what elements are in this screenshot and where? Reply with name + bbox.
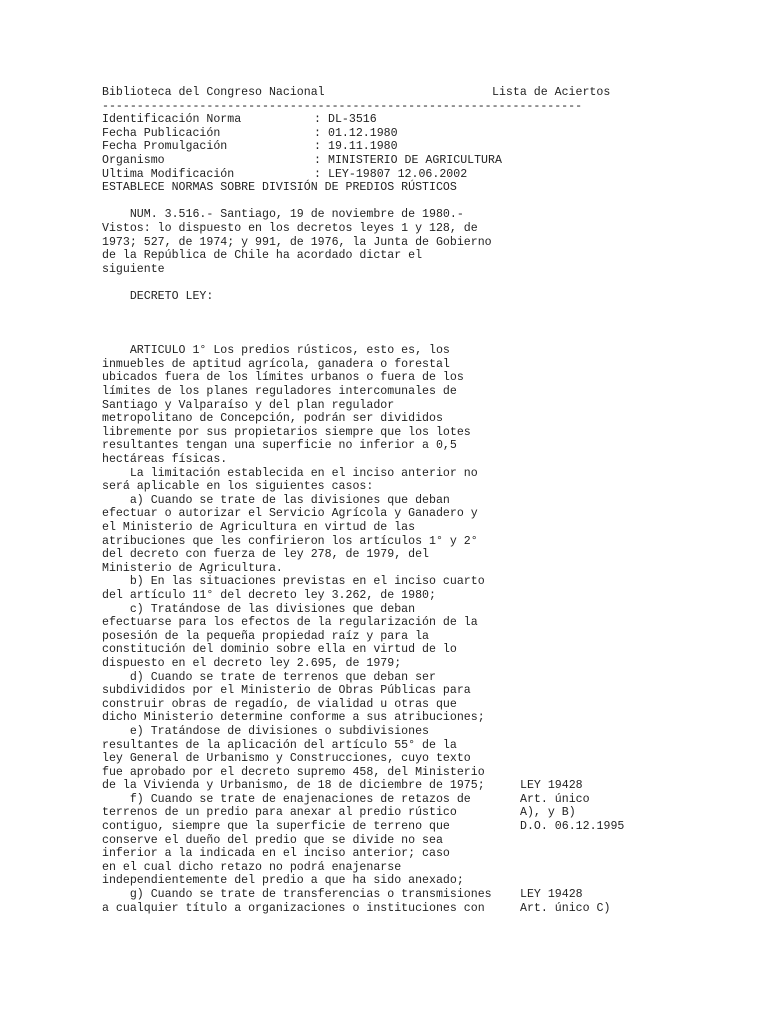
article-line [102,358,742,372]
metadata-row [102,168,742,182]
metadata-separator: : [314,126,321,140]
article-line [102,752,742,766]
margin-note: D.O. 06.12.1995 [520,820,625,834]
article-line [102,820,742,834]
article-line-text: a cualquier título a organizaciones o instituciones con [102,901,485,915]
margin-note: LEY 19428 [520,888,583,902]
article-line [102,766,742,780]
article-line-text: de la Vivienda y Urbanismo, de 18 de diciembre de 1975; [102,779,485,793]
metadata-separator: : [314,113,321,127]
article-line [102,684,742,698]
metadata-separator: : [314,167,321,181]
article-line-text: atribuciones que les confirieron los artículos 1° y 2° [102,534,478,548]
article-line-text: d) Cuando se trate de terrenos que deban ser [102,670,436,684]
norm-title: ESTABLECE NORMAS SOBRE DIVISIÓN DE PREDIOS RÚSTICOS [102,181,457,195]
metadata-label: Fecha Promulgación [102,140,228,154]
article-line-text: c) Tratándose de las divisiones que deban [102,602,416,616]
metadata-label: Fecha Publicación [102,126,221,140]
article-line [102,399,742,413]
article-line [102,616,742,630]
article-line [102,643,742,657]
article-line [102,494,742,508]
metadata-separator: : [314,153,321,167]
metadata-separator: : [314,140,321,154]
article-1 [102,344,742,915]
article-line [102,657,742,671]
metadata-block [102,113,742,181]
article-line-text: posesión de la pequeña propiedad raíz y para la [102,629,429,643]
article-line [102,779,742,793]
article-line [102,426,742,440]
decree-heading: DECRETO LEY: [102,289,214,303]
margin-note: A), y B) [520,806,576,820]
article-line [102,344,742,358]
article-line-text: ubicados fuera de los límites urbanos o fuera de los [102,371,464,385]
article-line [102,698,742,712]
article-line-text: libremente por sus propietarios siempre que los lotes [102,425,471,439]
article-line [102,507,742,521]
article-line [102,412,742,426]
article-line [102,874,742,888]
article-line [102,603,742,617]
article-line [102,847,742,861]
article-line [102,671,742,685]
article-line [102,793,742,807]
article-line-text: fue aprobado por el decreto supremo 458, del Ministerio [102,765,485,779]
preamble-line: 1973; 527, de 1974; y 991, de 1976, la Junta de Gobierno [102,235,492,249]
document-header [102,86,742,100]
article-line-text: en el cual dicho retazo no podrá enajenarse [102,860,402,874]
metadata-value: 01.12.1980 [328,126,398,140]
article-line-text: el Ministerio de Agricultura en virtud de las [102,521,416,535]
article-line [102,562,742,576]
article-line-text: constitución del dominio sobre ella en virtud de lo [102,643,457,657]
article-line [102,589,742,603]
preamble-line: NUM. 3.516.- Santiago, 19 de noviembre de 1980.- [102,208,464,222]
article-line [102,725,742,739]
article-line-text: construir obras de regadío, de vialidad u otras que [102,697,457,711]
metadata-value: MINISTERIO DE AGRICULTURA [328,153,502,167]
article-line [102,521,742,535]
metadata-label: Identificación Norma [102,113,242,127]
article-line-text: f) Cuando se trate de enajenaciones de retazos de [102,792,471,806]
library-name: Biblioteca del Congreso Nacional [102,86,325,99]
article-line-text: Santiago y Valparaíso y del plan regulador [102,398,395,412]
article-line [102,739,742,753]
header-rule: --------------------------------------------------------------------- [102,99,583,113]
article-line-text: Ministerio de Agricultura. [102,561,283,575]
article-line-text: límites de los planes reguladores intercomunales de [102,385,457,399]
article-line-text: a) Cuando se trate de las divisiones que deban [102,493,450,507]
article-line-text: dicho Ministerio determine conforme a sus atribuciones; [102,711,485,725]
article-line-text: hectáreas físicas. [102,453,228,467]
article-line-text: g) Cuando se trate de transferencias o transmisiones [102,888,492,902]
article-line [102,439,742,453]
article-line [102,467,742,481]
article-line-text: resultantes tengan una superficie no inferior a 0,5 [102,439,457,453]
article-line [102,535,742,549]
margin-note: Art. único C) [520,901,611,915]
article-line-text: resultantes de la aplicación del artículo 55° de la [102,738,457,752]
preamble-line: Vistos: lo dispuesto en los decretos leyes 1 y 128, de [102,221,478,235]
article-line-text: b) En las situaciones previstas en el inciso cuarto [102,575,485,589]
article-line-text: efectuar o autorizar el Servicio Agrícola y Ganadero y [102,507,478,521]
article-line-text: ARTICULO 1° Los predios rústicos, esto es, los [102,344,450,358]
metadata-label: Organismo [102,153,165,167]
article-line-text: será aplicable en los siguientes casos: [102,480,374,494]
article-line [102,480,742,494]
article-line-text: e) Tratándose de divisiones o subdivisiones [102,724,429,738]
article-line-text: conserve el dueño del predio que se divide no sea [102,833,443,847]
metadata-row [102,140,742,154]
article-line [102,385,742,399]
article-line-text: ley General de Urbanismo y Construcciones, cuyo texto [102,752,471,766]
margin-note: LEY 19428 [520,779,583,793]
article-line-text: contiguo, siempre que la superficie de terreno que [102,820,450,834]
metadata-value: DL-3516 [328,113,377,127]
article-line-text: dispuesto en el decreto ley 2.695, de 1979; [102,656,402,670]
metadata-row [102,154,742,168]
preamble [102,208,742,276]
metadata-row [102,113,742,127]
margin-note: Art. único [520,792,590,806]
article-line-text: La limitación establecida en el inciso anterior no [102,466,478,480]
preamble-line: de la República de Chile ha acordado dictar el [102,249,423,263]
article-line [102,834,742,848]
document-body [102,86,742,915]
metadata-label: Ultima Modificación [102,167,235,181]
article-line-text: independientemente del predio a que ha sido anexado; [102,874,464,888]
metadata-value: LEY-19807 12.06.2002 [328,167,468,181]
metadata-value: 19.11.1980 [328,140,398,154]
article-line [102,902,742,916]
article-line [102,888,742,902]
article-line-text: inferior a la indicada en el inciso anterior; caso [102,847,450,861]
article-line-text: metropolitano de Concepción, podrán ser divididos [102,412,443,426]
hit-list-label: Lista de Aciertos [492,86,611,99]
article-line [102,371,742,385]
article-line [102,548,742,562]
article-line [102,575,742,589]
article-line-text: efectuarse para los efectos de la regularización de la [102,616,478,630]
article-line [102,711,742,725]
article-line [102,806,742,820]
metadata-row [102,127,742,141]
article-line [102,453,742,467]
preamble-line: siguiente [102,262,165,276]
article-line-text: del artículo 11° del decreto ley 3.262, de 1980; [102,588,436,602]
article-line-text: subdivididos por el Ministerio de Obras Públicas para [102,684,471,698]
article-line-text: terrenos de un predio para anexar al predio rústico [102,806,457,820]
article-line [102,630,742,644]
article-line-text: inmuebles de aptitud agrícola, ganadera o forestal [102,357,450,371]
article-line-text: del decreto con fuerza de ley 278, de 1979, del [102,548,429,562]
article-line [102,861,742,875]
